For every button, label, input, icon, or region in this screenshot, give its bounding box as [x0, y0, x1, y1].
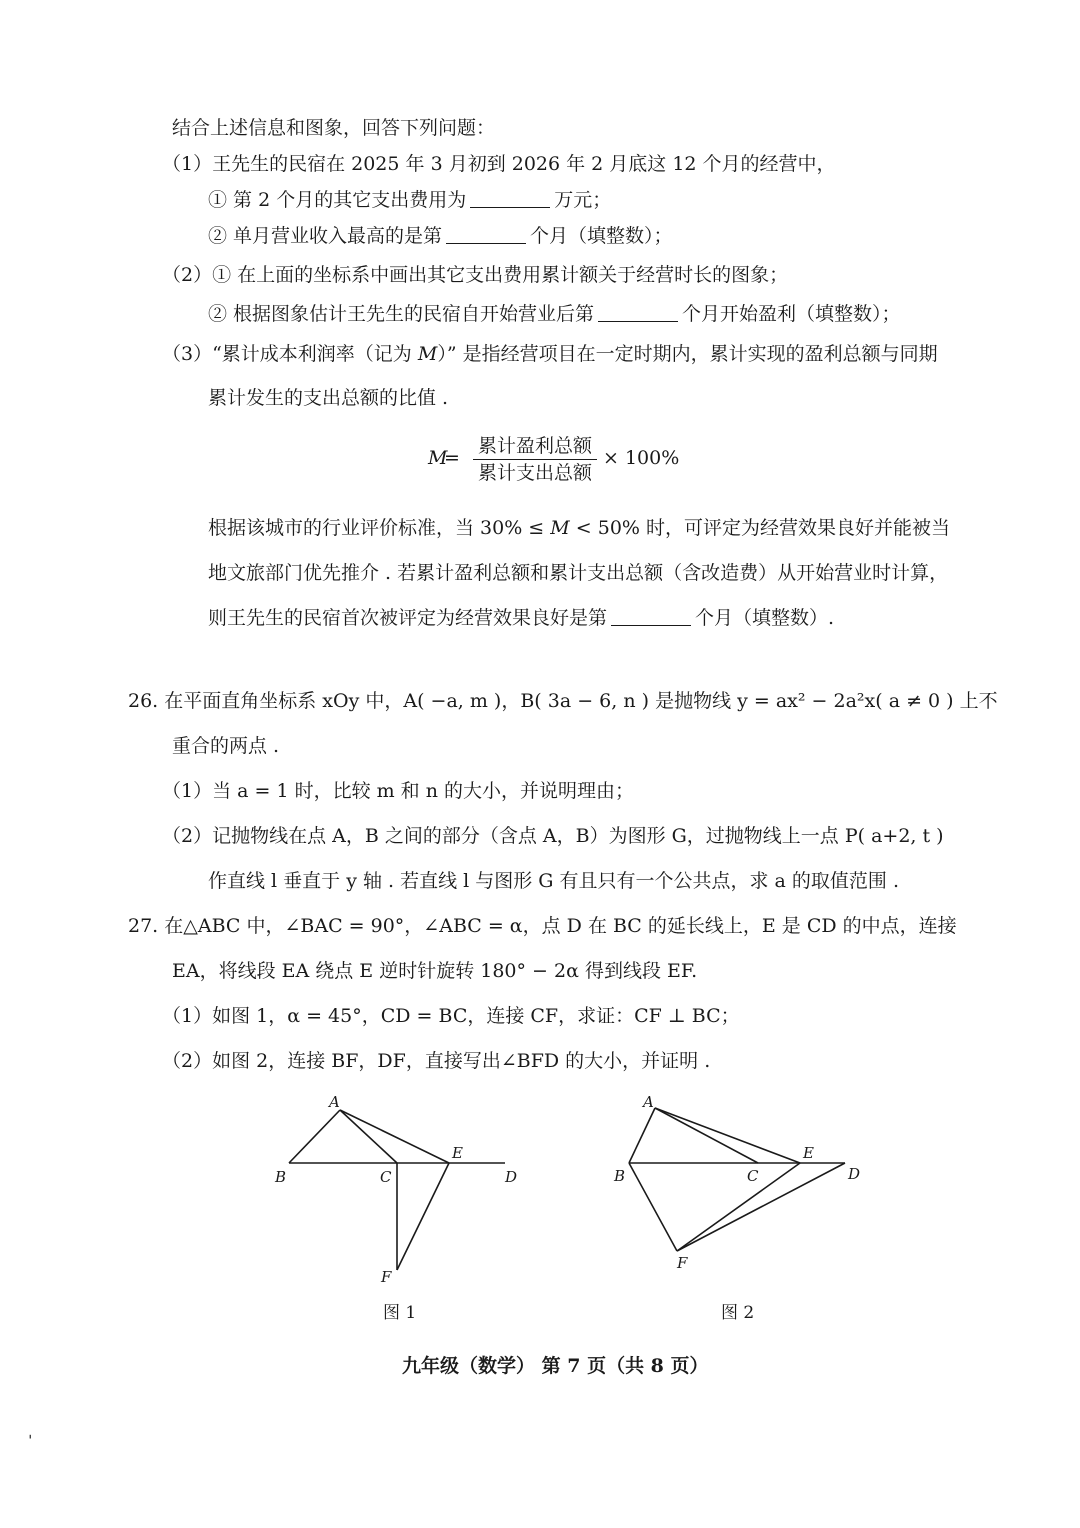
fig2-line-ef	[677, 1163, 800, 1251]
q27-number: 27.	[128, 915, 159, 937]
fig2-label-c: C	[747, 1167, 759, 1185]
formula-lhs: M	[428, 447, 448, 469]
q27-part1-number: （1）	[162, 1005, 213, 1027]
q25-part1-a-post: 万元；	[554, 189, 612, 211]
fig2-label-e: E	[803, 1144, 814, 1162]
q27-line1-text: 在△ABC 中，∠BAC = 90°，∠ABC = α，点 D 在 BC 的延长线上，E 是 CD 的中点，连接	[164, 915, 957, 937]
q27-part1-text: 如图 1，α = 45°，CD = BC，连接 CF，求证：CF ⊥ BC；	[212, 1005, 740, 1027]
fig1-label-e: E	[452, 1144, 463, 1162]
fig2-label-a: A	[643, 1093, 654, 1111]
fig2-label-b: B	[614, 1167, 626, 1185]
q26-part2-text: 记抛物线在点 A，B 之间的部分（含点 A，B）为图形 G，过抛物线上一点 P( a+2, t )	[212, 825, 944, 847]
q26-part2-line2: 作直线 l 垂直于 y 轴 . 若直线 l 与图形 G 有且只有一个公共点，求 a 的取值范围 .	[208, 870, 899, 892]
q27-line2: EA，将线段 EA 绕点 E 逆时针旋转 180° − 2α 得到线段 EF.	[172, 960, 698, 982]
fig2-line-df	[677, 1163, 845, 1251]
q25-part3-line1-pre: “累计成本利润率（记为	[212, 343, 418, 365]
fig2-label-d: D	[848, 1165, 861, 1183]
formula-rhs: × 100%	[603, 447, 680, 469]
q25-standard-3-pre: 则王先生的民宿首次被评定为经营效果良好是第	[208, 607, 608, 629]
formula-denominator: 累计支出总额	[477, 462, 592, 484]
q26-part1-number: （1）	[162, 780, 213, 802]
fig1-label-c: C	[380, 1168, 392, 1186]
page-footer: 九年级（数学） 第 7 页（共 8 页）	[402, 1355, 709, 1377]
q26-number: 26.	[128, 690, 159, 712]
q25-part1-b-pre: ② 单月营业收入最高的是第	[208, 225, 443, 247]
q25-part2-a-text: ① 在上面的坐标系中画出其它支出费用累计额关于经营时长的图象；	[212, 264, 789, 286]
q25-part1-a-pre: ① 第 2 个月的其它支出费用为	[208, 189, 467, 211]
fig2-label-f: F	[677, 1254, 688, 1272]
q25-part1-b-post: 个月（填整数）；	[530, 225, 673, 247]
q25-part2-number: （2）	[162, 264, 213, 286]
q26-line1-text: 在平面直角坐标系 xOy 中，A( −a, m )，B( 3a − 6, n ) 是抛物线 y = ax² − 2a²x( a ≠ 0 ) 上不	[164, 690, 998, 712]
q26-part2-number: （2）	[162, 825, 213, 847]
q25-standard-1-pre: 根据该城市的行业评价标准，当 30% ≤	[208, 517, 551, 539]
formula-numerator: 累计盈利总额	[477, 435, 592, 457]
q25-part2-b-post: 个月开始盈利（填整数）；	[682, 303, 901, 325]
q25-standard-1-post: < 50% 时，可评定为经营效果良好并能被当	[569, 517, 951, 539]
fig1-label-f: F	[381, 1268, 392, 1286]
q25-part3-standard-2: 地文旅部门优先推介 . 若累计盈利总额和累计支出总额（含改造费）从开始营业时计算，	[208, 562, 949, 584]
fig1-label-d: D	[505, 1168, 518, 1186]
fig2-line-ac	[655, 1108, 758, 1163]
q25-part3-line1-post: ）” 是指经营项目在一定时期内，累计实现的盈利总额与同期	[437, 343, 938, 365]
fig2-line-ae	[655, 1108, 800, 1163]
q25-intro: 结合上述信息和图象，回答下列问题：	[172, 117, 496, 139]
q25-part2-b-pre: ② 根据图象估计王先生的民宿自开始营业后第	[208, 303, 595, 325]
q25-part3-line2: 累计发生的支出总额的比值 .	[208, 387, 449, 409]
fig1-label-b: B	[275, 1168, 287, 1186]
variable-m: M	[550, 517, 570, 539]
fig2-line-bf	[629, 1163, 677, 1251]
fig2-line-ba	[629, 1108, 655, 1163]
q25-part1-number: （1）	[162, 153, 213, 175]
q25-part1-text: 王先生的民宿在 2025 年 3 月初到 2026 年 2 月底这 12 个月的经营中，	[212, 153, 836, 175]
variable-m: M	[417, 343, 438, 365]
formula-equals: =	[444, 447, 460, 469]
q27-part2-number: （2）	[162, 1050, 213, 1072]
figure-2-caption: 图 2	[721, 1303, 755, 1323]
figure-1-caption: 图 1	[383, 1303, 417, 1323]
margin-mark: ˈ	[28, 1432, 33, 1451]
q26-part1-text: 当 a = 1 时，比较 m 和 n 的大小，并说明理由；	[212, 780, 635, 802]
q27-part2-text: 如图 2，连接 BF，DF，直接写出∠BFD 的大小，并证明 .	[212, 1050, 711, 1072]
q25-part3-number: （3）	[162, 343, 213, 365]
fig1-label-a: A	[329, 1093, 340, 1111]
q26-line2: 重合的两点 .	[172, 735, 280, 757]
q25-standard-3-post: 个月（填整数）.	[695, 607, 835, 629]
